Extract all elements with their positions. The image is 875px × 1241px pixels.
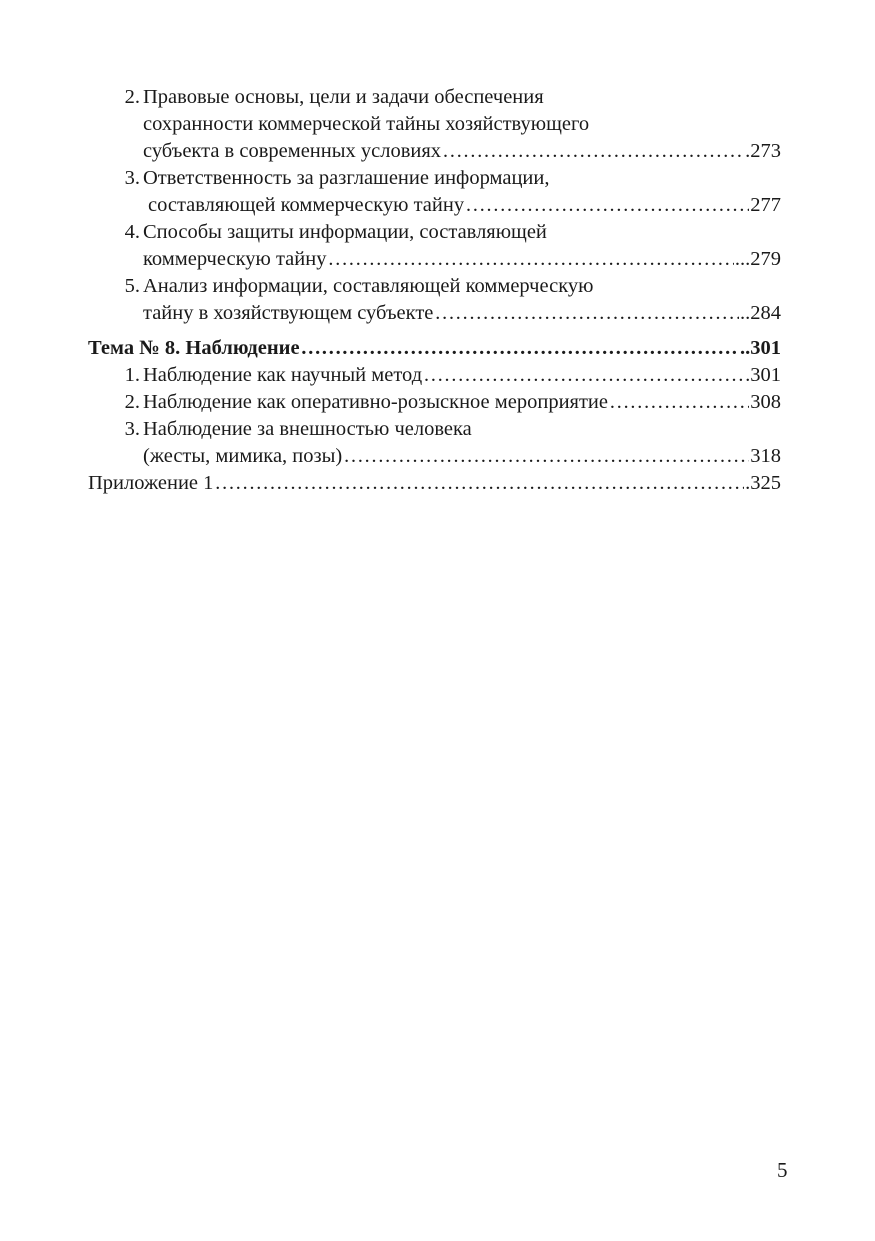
toc-entry[interactable] xyxy=(88,362,781,389)
toc-entry[interactable] xyxy=(88,138,781,165)
toc-item-number: 5. xyxy=(124,275,140,297)
dot-leader xyxy=(214,470,744,497)
dot-leader xyxy=(343,443,749,470)
toc-entry-line xyxy=(88,273,781,300)
dot-leader xyxy=(423,362,749,389)
toc-page-number: 318 xyxy=(750,445,781,467)
toc-entry[interactable] xyxy=(88,300,781,327)
toc-entry[interactable] xyxy=(88,246,781,273)
toc-page-number: ..301 xyxy=(740,337,781,359)
toc-entry-line xyxy=(88,84,781,111)
toc-item-title: коммерческую тайну xyxy=(143,248,327,270)
toc-item-title: Ответственность за разглашение информации, xyxy=(143,167,550,189)
toc-entry[interactable] xyxy=(88,443,781,470)
toc-page-number: 308 xyxy=(750,391,781,413)
toc-entry-line xyxy=(88,111,781,138)
toc-page-number: ..284 xyxy=(740,302,781,324)
toc-item-title: Наблюдение за внешностью человека xyxy=(143,418,472,440)
toc-item-title: (жесты, мимика, позы) xyxy=(143,445,343,467)
toc-item-number: 3. xyxy=(124,167,140,189)
toc-item-title: Способы защиты информации, составляющей xyxy=(143,221,547,243)
toc-item-number: 2. xyxy=(124,86,140,108)
toc-item-title: составляющей коммерческую тайну xyxy=(148,194,465,216)
toc-page-number: ...279 xyxy=(734,248,781,270)
toc-appendix-title: Приложение 1 xyxy=(88,472,214,494)
toc-item-title: сохранности коммерческой тайны хозяйствующего xyxy=(143,113,590,135)
dot-leader xyxy=(465,192,749,219)
toc-page-number: 301 xyxy=(750,364,781,386)
toc-item-number: 1. xyxy=(124,364,140,386)
page-footer-number: 5 xyxy=(777,1158,788,1182)
toc-item-title: Наблюдение как научный метод xyxy=(143,364,423,386)
dot-leader xyxy=(434,300,739,327)
toc-entry-line xyxy=(88,219,781,246)
toc-page-number: .325 xyxy=(745,472,781,494)
toc-item-title: Правовые основы, цели и задачи обеспечения xyxy=(143,86,544,108)
toc-appendix[interactable] xyxy=(88,470,781,497)
dot-leader xyxy=(442,138,744,165)
dot-leader xyxy=(609,389,749,416)
toc-item-title: тайну в хозяйствующем субъекте xyxy=(143,302,434,324)
toc-item-title: Наблюдение как оперативно-розыскное мероприятие xyxy=(143,391,608,413)
toc-entry-line xyxy=(88,165,781,192)
toc-item-title: Анализ информации, составляющей коммерческую xyxy=(143,275,594,297)
toc-item-title: субъекта в современных условиях xyxy=(143,140,442,162)
toc-entry[interactable] xyxy=(88,192,781,219)
toc-entry-line xyxy=(88,416,781,443)
toc-topic-title: Тема № 8. Наблюдение xyxy=(88,337,300,359)
dot-leader xyxy=(327,246,733,273)
toc-entry[interactable] xyxy=(88,389,781,416)
table-of-contents xyxy=(88,84,781,497)
toc-item-number: 4. xyxy=(124,221,140,243)
toc-item-number: 3. xyxy=(124,418,140,440)
toc-item-number: 2. xyxy=(124,391,140,413)
toc-page-number: 277 xyxy=(750,194,781,216)
toc-topic-heading[interactable] xyxy=(88,335,781,362)
toc-page-number: .273 xyxy=(745,140,781,162)
dot-leader xyxy=(301,335,739,362)
